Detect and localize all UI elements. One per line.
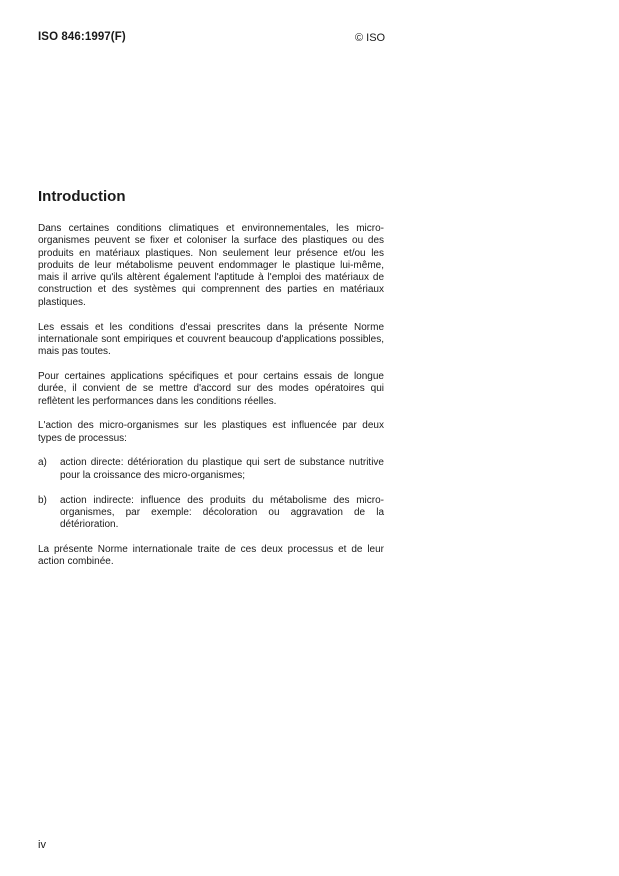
copyright-notice: © ISO (355, 32, 386, 44)
paragraph-specific-applications: Pour certaines applications spécifiques et pour certains essais de longue durée, il convient de se mettre d'accord sur des modes opératoires qui reflètent les performances dans les conditions réelles. (38, 370, 384, 407)
paragraph-intro: Dans certaines conditions climatiques et environnementales, les micro-organismes peuvent se fixer et coloniser la surface des plastiques ou des produits en matériaux plastiques. Non seulement leur présence et/ou les produits de leur métabolisme peuvent endommager le plastique lui-même, mais il arrive qu'ils altèrent également l'aptitude à l'emploi des matériaux de construction et des systèmes qui comprennent des parties en matériaux plastiques. (38, 223, 384, 308)
section-body (38, 223, 384, 581)
list-item-direct-action (38, 457, 384, 482)
document-id: ISO 846:1997(F) (38, 31, 126, 43)
list-item-indirect-action (38, 495, 384, 532)
section-title: Introduction (38, 188, 126, 205)
list-text: action directe: détérioration du plastique qui sert de substance nutritive pour la croissance des micro-organismes; (60, 457, 384, 481)
list-text: action indirecte: influence des produits du métabolisme des micro-organismes, par exemple: décoloration ou aggravation de la détérioration. (60, 494, 384, 531)
page-number: iv (38, 839, 46, 851)
list-marker: a) (38, 457, 47, 469)
paragraph-process-types: L'action des micro-organismes sur les plastiques est influencée par deux types de processus: (38, 420, 384, 444)
list-marker: b) (38, 494, 47, 506)
paragraph-closing: La présente Norme internationale traite de ces deux processus et de leur action combinée. (38, 543, 384, 568)
paragraph-test-conditions: Les essais et les conditions d'essai prescrites dans la présente Norme internationale sont empiriques et couvrent beaucoup d'applications possibles, mais pas toutes. (38, 321, 384, 358)
